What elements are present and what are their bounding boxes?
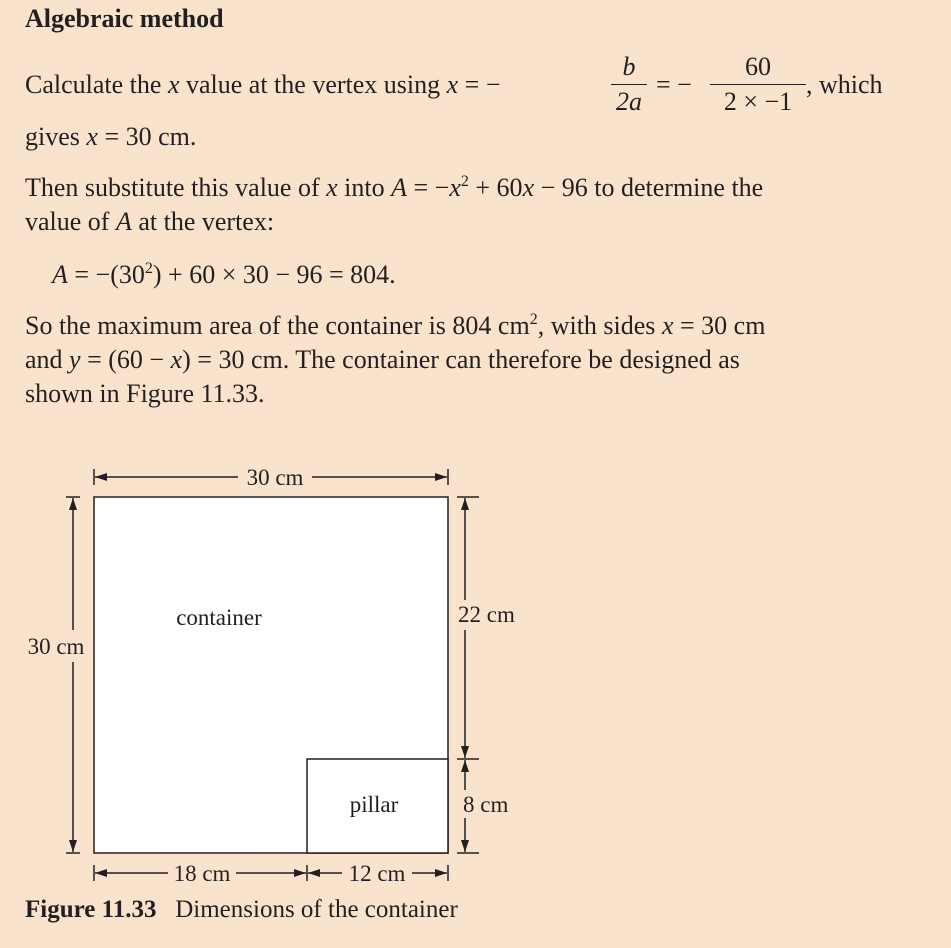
arrowhead (461, 498, 469, 510)
var-x: x (167, 70, 180, 99)
equals-minus-2: = − (656, 70, 692, 99)
caption-label: Figure 11.33 (25, 896, 157, 923)
conclusion-line-3: shown in Figure 11.33. (25, 379, 265, 408)
dim-label-bottom-right: 12 cm (348, 861, 406, 886)
conclusion-line-1: So the maximum area of the container is 804 $cm^2$, with sides x = 30 cm (25, 311, 766, 340)
equals-minus: = − (458, 70, 501, 99)
fraction-denominator: 2a (616, 87, 642, 116)
gives-value: = 30 cm. (97, 122, 197, 151)
dim-label-right-lower: 8 cm (463, 792, 509, 817)
calc-which: , which (806, 70, 883, 99)
dim-label-right-upper: 22 cm (458, 602, 515, 627)
section-heading: Algebraic method (25, 4, 224, 33)
arrowhead (435, 869, 447, 877)
figure-caption (25, 896, 458, 924)
conclusion-line-2: and y = (60 − x) = 30 cm. The container can therefore be designed as (25, 345, 740, 374)
arrowhead (69, 498, 77, 510)
arrowhead (461, 840, 469, 852)
dim-label-left: 30 cm (27, 634, 85, 659)
dim-label-bottom-left: 18 cm (173, 861, 231, 886)
caption-text: Dimensions of the container (175, 896, 458, 923)
dim-label-top: 30 cm (246, 465, 304, 490)
substitute-line-2: value of A at the vertex: (25, 207, 275, 236)
arrowhead (294, 869, 306, 877)
vertex-equation: $A = -(30^2) + 60 \times 30 - 96 = 804$. (52, 260, 396, 289)
var-x: x (446, 70, 459, 99)
arrowhead (69, 840, 77, 852)
arrowhead (95, 473, 107, 481)
arrowhead (461, 746, 469, 758)
fraction-numerator: b (622, 52, 636, 81)
calc-text: Calculate the (25, 70, 168, 99)
arrowhead (308, 869, 320, 877)
var-x: x (86, 122, 98, 151)
pillar-label: pillar (349, 792, 399, 817)
calc-text: value at the vertex using (179, 70, 447, 99)
fraction-numerator: 60 (745, 52, 771, 81)
arrowhead (95, 869, 107, 877)
arrowhead (435, 473, 447, 481)
fraction-denominator: 2 × −1 (723, 87, 793, 116)
gives-text: gives (25, 122, 87, 151)
substitute-line-1: Then substitute this value of x into $A = -x^2 + 60x - 96$ to determine the (25, 173, 764, 202)
arrowhead (461, 760, 469, 772)
container-label: container (176, 605, 262, 630)
